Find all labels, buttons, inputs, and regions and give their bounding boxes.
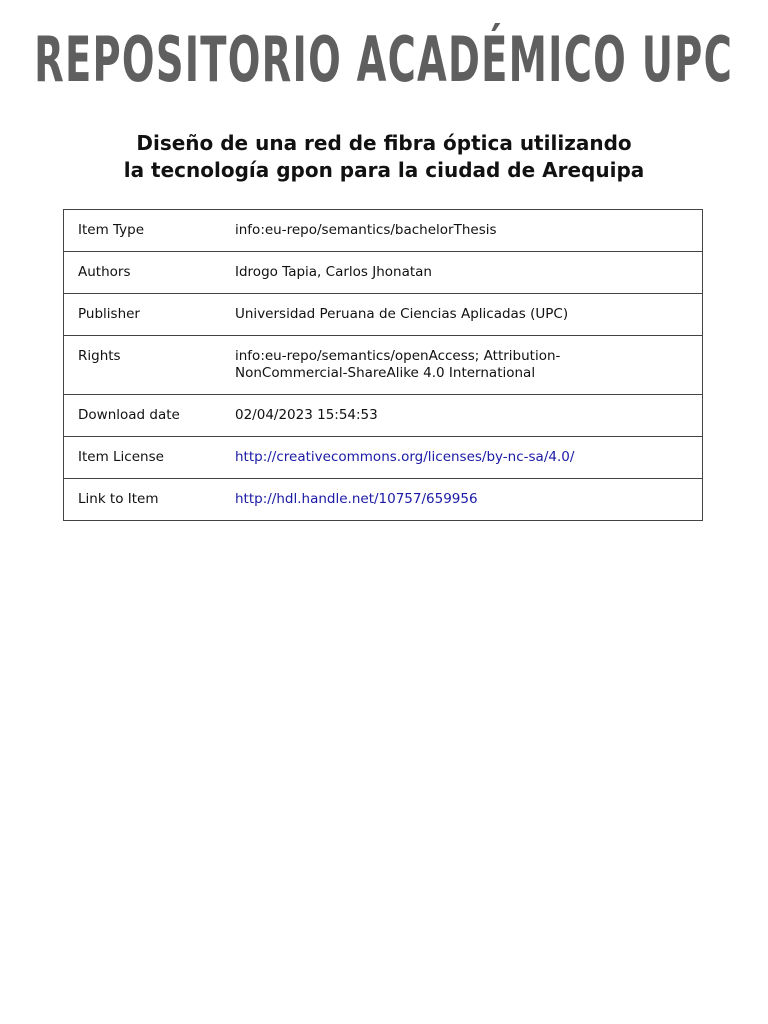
document-title-line-2: la tecnología gpon para la ciudad de Arequipa: [123, 158, 645, 182]
document-title: [0, 130, 768, 184]
document-title-line-1: Diseño de una red de fibra óptica utilizando: [136, 131, 632, 155]
license-link[interactable]: http://creativecommons.org/licenses/by-nc-sa/4.0/: [235, 449, 575, 465]
repository-banner-text: REPOSITORIO ACADÉMICO UPC: [34, 23, 734, 96]
metadata-label: Authors: [64, 252, 224, 294]
metadata-value: [223, 336, 703, 395]
metadata-row-item-license: [64, 437, 703, 479]
repository-banner: [0, 23, 768, 96]
metadata-label: Publisher: [64, 294, 224, 336]
metadata-value: Universidad Peruana de Ciencias Aplicadas (UPC): [223, 294, 703, 336]
metadata-value: info:eu-repo/semantics/bachelorThesis: [223, 210, 703, 252]
metadata-row-download-date: [64, 395, 703, 437]
rights-value-line-2: NonCommercial-ShareAlike 4.0 International: [235, 365, 536, 381]
metadata-row-authors: [64, 252, 703, 294]
metadata-value: Idrogo Tapia, Carlos Jhonatan: [223, 252, 703, 294]
metadata-label: Item License: [64, 437, 224, 479]
metadata-row-publisher: [64, 294, 703, 336]
metadata-row-rights: [64, 336, 703, 395]
rights-value-line-1: info:eu-repo/semantics/openAccess; Attribution-: [235, 348, 561, 364]
metadata-label: Rights: [64, 336, 224, 395]
metadata-row-link-to-item: [64, 479, 703, 521]
metadata-row-item-type: [64, 210, 703, 252]
metadata-label: Download date: [64, 395, 224, 437]
metadata-table: [63, 209, 703, 521]
metadata-value: [223, 437, 703, 479]
metadata-label: Item Type: [64, 210, 224, 252]
metadata-value: [223, 479, 703, 521]
metadata-label: Link to Item: [64, 479, 224, 521]
metadata-value: 02/04/2023 15:54:53: [223, 395, 703, 437]
item-handle-link[interactable]: http://hdl.handle.net/10757/659956: [235, 491, 478, 507]
